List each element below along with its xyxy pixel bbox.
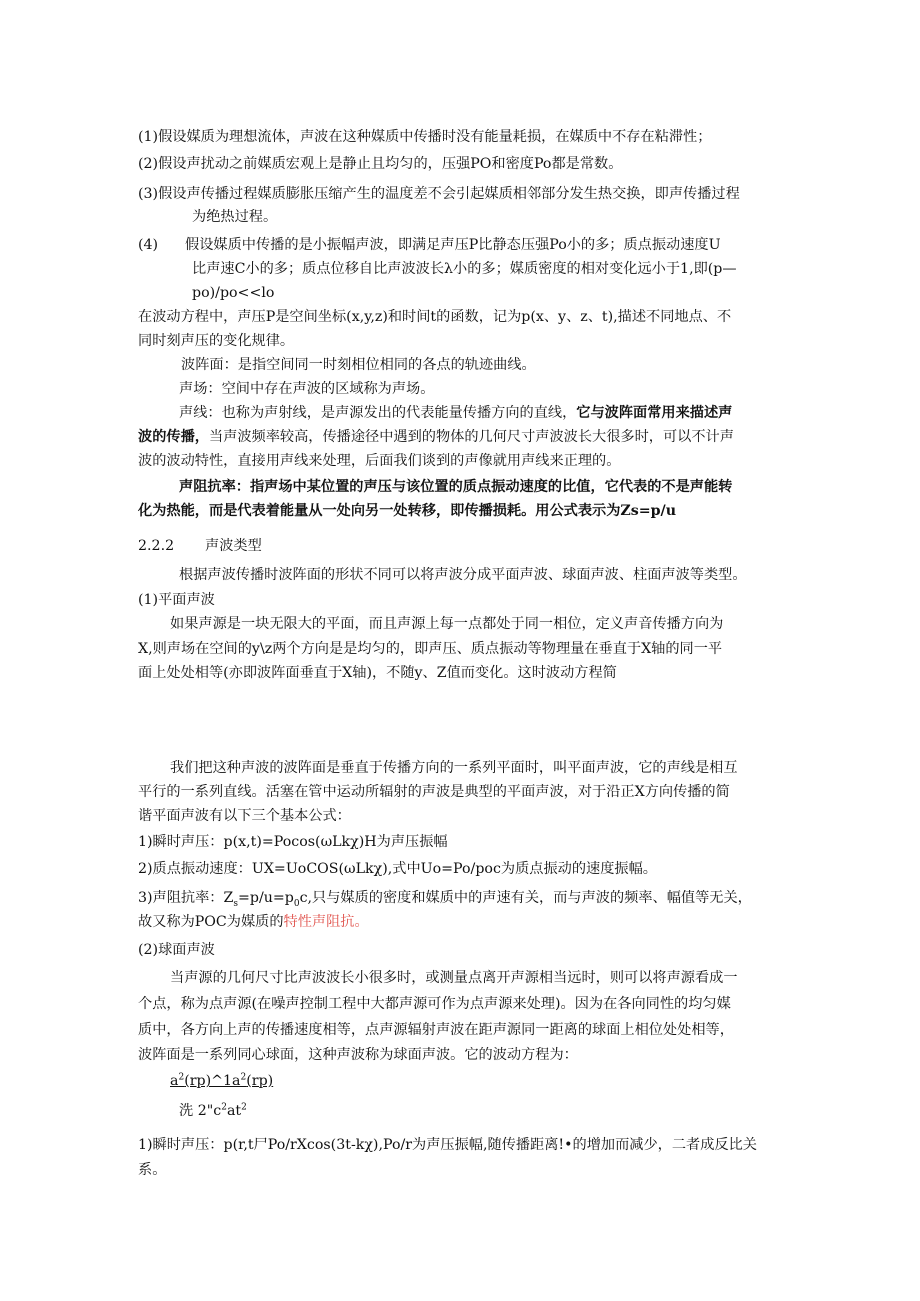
formula-impedance-a: 3)声阻抗率：Z	[138, 890, 234, 906]
formula-sub-0: 0	[293, 898, 300, 909]
eq-den-b: at	[226, 1103, 242, 1119]
assumption-4-line-1: 假设媒质中传播的是小振幅声波，即满足声压P比静态压强Po小的多；质点振动速度U	[185, 237, 721, 253]
sound-ray-line-2	[138, 427, 734, 447]
eq-sup-2: 2	[240, 1072, 247, 1083]
wave-equation-denominator	[179, 1101, 247, 1121]
sound-ray-line-1	[179, 403, 732, 423]
characteristic-impedance-term: 特性声阻抗。	[283, 914, 369, 930]
sound-ray-line-3: 波的波动特性，直接用声线来处理，后面我们谈到的声像就用声线来正理的。	[138, 453, 621, 469]
formula-instant-pressure: 1)瞬时声压：p(x,t)=Pocos(ωLkχ)H为声压振幅	[138, 834, 448, 850]
assumption-4-line-3: po)/po<<lo	[192, 285, 275, 301]
assumption-3: (3)假设声传播过程媒质膨胀压缩产生的温度差不会引起媒质相邻部分发生热交换，即声传播过程	[138, 186, 740, 202]
section-number: 2.2.2	[138, 538, 175, 554]
wave-types-intro: 根据声波传播时波阵面的形状不同可以将声波分成平面声波、球面声波、柱面声波等类型。	[179, 567, 747, 583]
sound-ray-bold: 它与波阵面常用来描述声	[576, 405, 733, 421]
plane-wave-definition-3: 谐平面声波有以下三个基本公式：	[138, 808, 351, 824]
plane-wave-line-2: X,则声场在空间的y\z两个方向是是均匀的，即声压、质点振动等物理量在垂直于X轴的同一平	[138, 641, 723, 657]
eq-part-b: (rp)^1a	[184, 1073, 241, 1089]
impedance-line-1: 声阻抗率：指声场中某位置的声压与该位置的质点振动速度的比值，它代表的不是声能转	[179, 479, 733, 495]
plane-wave-line-3: 面上处处相等(亦即波阵面垂直于X轴)，不随y、Z值而变化。这时波动方程简	[138, 665, 617, 681]
sound-ray-bold-cont: 波的传播，	[138, 429, 209, 445]
spherical-wave-line-1: 当声源的几何尺寸比声波波长小很多时，或测量点离开声源相当远时，则可以将声源看成一	[170, 970, 738, 986]
characteristic-text: 故又称为POC为媒质的	[138, 914, 284, 930]
soundfield-definition: 声场：空间中存在声波的区域称为声场。	[179, 381, 435, 397]
wave-equation-numerator	[170, 1071, 273, 1091]
spherical-wave-heading: (2)球面声波	[138, 942, 215, 958]
formula-impedance-b: =p/u=p	[237, 890, 294, 906]
eq-den-sup-1: 2	[221, 1102, 227, 1113]
eq-sup-1: 2	[178, 1072, 185, 1083]
spherical-pressure-line-1: 1)瞬时声压：p(r,t尸Po/rXcos(3t-kχ),Po/r为声压振幅,随传播距离!•的增加而减少，二者成反比关	[138, 1137, 757, 1153]
plane-wave-definition-2: 平行的一系列直线。活塞在管中运动所辐射的声波是典型的平面声波，对于沿正X方向传播的简	[138, 784, 730, 800]
assumption-4-number: (4)	[138, 237, 159, 253]
sound-ray-text-cont: 当声波频率较高，传播途径中遇到的物体的几何尺寸声波波长大很多时，可以不计声	[208, 429, 734, 445]
spherical-pressure-line-2: 系。	[138, 1162, 167, 1178]
wave-equation-line-2: 同时刻声压的变化规律。	[138, 333, 295, 349]
plane-wave-line-1: 如果声源是一块无限大的平面，而且声源上每一点都处于同一相位，定义声音传播方向为	[170, 616, 724, 632]
formula-particle-velocity: 2)质点振动速度：UX=UoCOS(ωLkχ),式中Uo=Po/poc为质点振动的速度振幅。	[138, 861, 657, 877]
assumption-4-line-2: 比声速C小的多；质点位移自比声波波长λ小的多；媒质密度的相对变化远小于1,即(p—	[192, 261, 737, 277]
sound-ray-text: 声线：也称为声射线，是声源发出的代表能量传播方向的直线，	[179, 405, 577, 421]
assumption-1: (1)假设媒质为理想流体，声波在这种媒质中传播时没有能量耗损，在媒质中不存在粘滞性；	[138, 129, 712, 145]
eq-part-c: (rp)	[246, 1073, 274, 1089]
assumption-2: (2)假设声扰动之前媒质宏观上是静止且均匀的，压强PO和密度Po都是常数。	[138, 156, 623, 172]
eq-den-sup-2: 2	[241, 1102, 247, 1113]
section-title: 声波类型	[205, 538, 262, 554]
formula-sub-s: s	[233, 898, 238, 909]
eq-den-a: 洗 2"c	[179, 1103, 222, 1119]
wavefront-definition: 波阵面：是指空间同一时刻相位相同的各点的轨迹曲线。	[181, 357, 536, 373]
impedance-line-2: 化为热能，而是代表着能量从一处向另一处转移，即传播损耗。用公式表示为Zs=p/u	[138, 503, 677, 519]
spherical-wave-line-4: 波阵面是一系列同心球面，这种声波称为球面声波。它的波动方程为：	[138, 1047, 578, 1063]
plane-wave-heading: (1)平面声波	[138, 592, 215, 608]
formula-impedance	[138, 888, 752, 908]
wave-equation-line-1: 在波动方程中，声压P是空间坐标(x,y,z)和时间t的函数，记为p(x、y、z、t),描述不同地点、不	[138, 309, 732, 325]
spherical-wave-line-2: 个点，称为点声源(在噪声控制工程中大都声源可作为点声源来处理)。因为在各向同性的均匀媒	[138, 996, 731, 1012]
characteristic-impedance-line	[138, 912, 369, 932]
plane-wave-definition-1: 我们把这种声波的波阵面是垂直于传播方向的一系列平面时，叫平面声波，它的声线是相互	[170, 760, 738, 776]
assumption-3-cont: 为绝热过程。	[192, 209, 278, 225]
formula-impedance-c: c,只与媒质的密度和媒质中的声速有关，而与声波的频率、幅值等无关，	[299, 890, 752, 906]
eq-part-a: a	[170, 1073, 179, 1089]
spherical-wave-line-3: 质中，各方向上声的传播速度相等，点声源辐射声波在距声源同一距离的球面上相位处处相等，	[138, 1022, 734, 1038]
